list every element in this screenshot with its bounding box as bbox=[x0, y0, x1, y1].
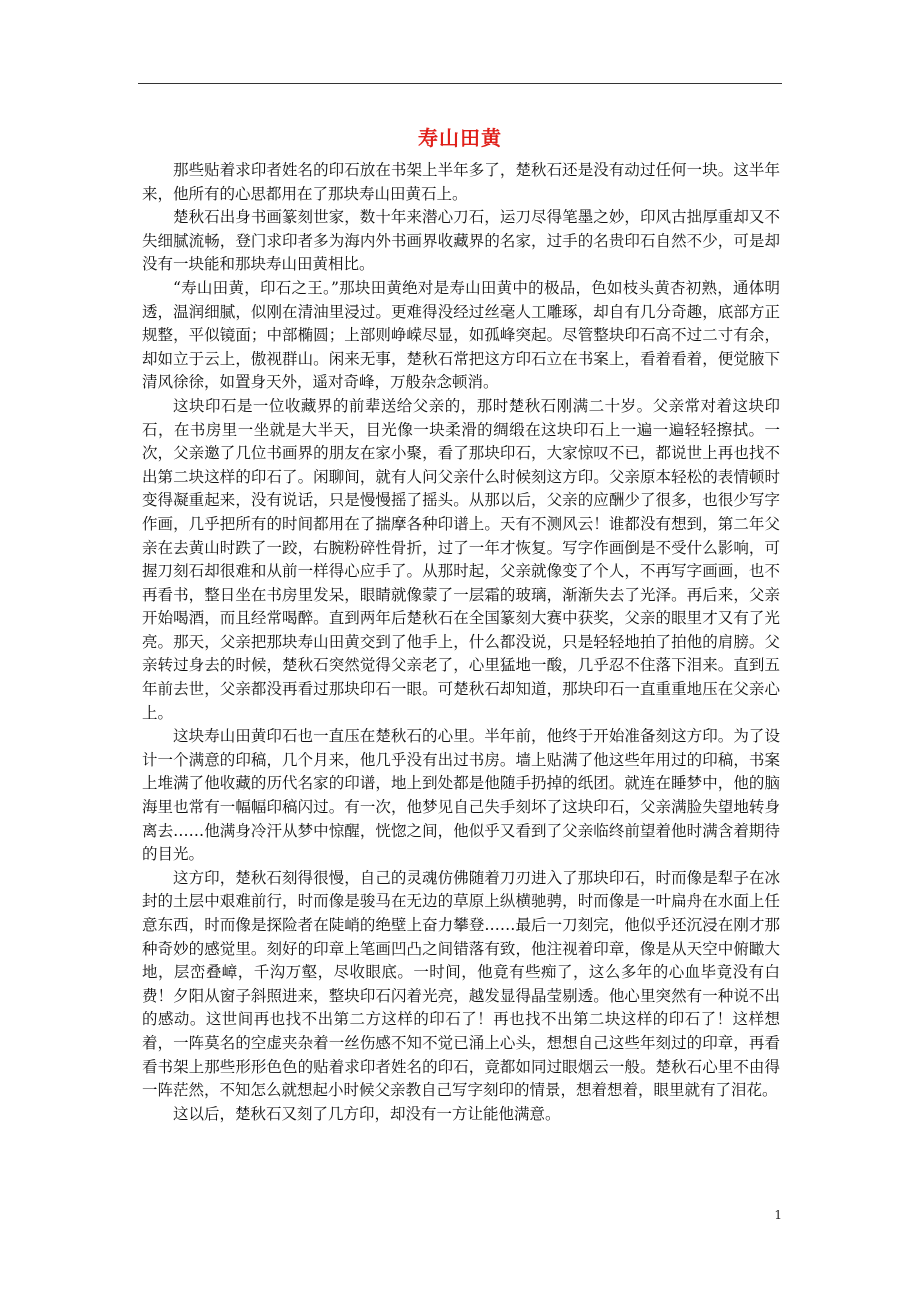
document-body bbox=[142, 159, 780, 1126]
paragraph: “寿山田黄，印石之王。”那块田黄绝对是寿山田黄中的极品，色如枝头黄杏初熟，通体明透，温润细腻，似刚在清油里浸过。更难得没经过丝毫人工雕琢，却自有几分奇趣，底部方正规整，平似镜面；中部椭圆；上部则峥嵘尽显，如孤峰突起。尽管整块印石高不过二寸有余，却如立于云上，傲视群山。闲来无事，楚秋石常把这方印石立在书案上，看着看着，便觉腋下清风徐徐，如置身天外，遥对奇峰，万般杂念顿消。 bbox=[142, 278, 780, 392]
paragraph: 楚秋石出身书画篆刻世家，数十年来潜心刀石，运刀尽得笔墨之妙，印风古拙厚重却又不失细腻流畅，登门求印者多为海内外书画界收藏界的名家，过手的名贵印石自然不少，可是却没有一块能和那块寿山田黄相比。 bbox=[142, 208, 780, 274]
header-rule bbox=[138, 83, 782, 84]
page-number: 1 bbox=[774, 1208, 782, 1222]
paragraph: 这块印石是一位收藏界的前辈送给父亲的，那时楚秋石刚满二十岁。父亲常对着这块印石，在书房里一坐就是大半天，目光像一块柔滑的绸缎在这块印石上一遍一遍轻轻擦拭。一次，父亲邀了几位书画界的朋友在家小聚，看了那块印石，大家惊叹不已，都说世上再也找不出第二块这样的印石了。闲聊间，就有人问父亲什么时候刻这方印。父亲原本轻松的表情顿时变得凝重起来，没有说话，只是慢慢摇了摇头。从那以后，父亲的应酬少了很多，也很少写字作画，几乎把所有的时间都用在了揣摩各种印谱上。天有不测风云！谁都没有想到，第二年父亲在去黄山时跌了一跤，右腕粉碎性骨折，过了一年才恢复。写字作画倒是不受什么影响，可握刀刻石却很难和从前一样得心应手了。从那时起，父亲就像变了个人，不再写字画画，也不再看书，整日坐在书房里发呆，眼睛就像蒙了一层霜的玻璃，渐渐失去了光泽。再后来，父亲开始喝酒，而且经常喝醉。直到两年后楚秋石在全国篆刻大赛中获奖，父亲的眼里才又有了光亮。那天，父亲把那块寿山田黄交到了他手上，什么都没说，只是轻轻地拍了拍他的肩膀。父亲转过身去的时候，楚秋石突然觉得父亲老了，心里猛地一酸，几乎忍不住落下泪来。直到五年前去世，父亲都没再看过那块印石一眼。可楚秋石却知道，那块印石一直重重地压在父亲心上。 bbox=[142, 396, 780, 722]
paragraph: 这方印，楚秋石刻得很慢，自己的灵魂仿佛随着刀刃进入了那块印石，时而像是犁子在冰封的土层中艰难前行，时而像是骏马在无边的草原上纵横驰骋，时而像是一叶扁舟在水面上任意东西，时而像是探险者在陡峭的绝壁上奋力攀登……最后一刀刻完，他似乎还沉浸在刚才那种奇妙的感觉里。刻好的印章上笔画凹凸之间错落有致，他注视着印章，像是从天空中俯瞰大地，层峦叠嶂，千沟万壑，尽收眼底。一时间，他竟有些痴了，这么多年的心血毕竟没有白费！夕阳从窗子斜照进来，整块印石闪着光亮，越发显得晶莹剔透。他心里突然有一种说不出的感动。这世间再也找不出第二方这样的印石了！再也找不出第二块这样的印石了！这样想着，一阵莫名的空虚夹杂着一丝伤感不知不觉已涌上心头，想想自己这些年刻过的印章，再看看书架上那些形形色色的贴着求印者姓名的印石，竟都如同过眼烟云一般。楚秋石心里不由得一阵茫然，不知怎么就想起小时候父亲教自己写字刻印的情景，想着想着，眼里就有了泪花。 bbox=[142, 868, 780, 1100]
document-title: 寿山田黄 bbox=[418, 126, 502, 150]
paragraph: 这以后，楚秋石又刻了几方印，却没有一方让能他满意。 bbox=[173, 1104, 561, 1123]
paragraph: 这块寿山田黄印石也一直压在楚秋石的心里。半年前，他终于开始准备刻这方印。为了设计一个满意的印稿，几个月来，他几乎没有出过书房。墙上贴满了他这些年用过的印稿，书案上堆满了他收藏的历代名家的印谱，地上到处都是他随手扔掉的纸团。就连在睡梦中，他的脑海里也常有一幅幅印稿闪过。有一次，他梦见自己失手刻坏了这块印石，父亲满脸失望地转身离去……他满身冷汗从梦中惊醒，恍惚之间，他似乎又看到了父亲临终前望着他时满含着期待的目光。 bbox=[142, 727, 780, 864]
paragraph: 那些贴着求印者姓名的印石放在书架上半年多了，楚秋石还是没有动过任何一块。这半年来，他所有的心思都用在了那块寿山田黄石上。 bbox=[142, 161, 780, 203]
